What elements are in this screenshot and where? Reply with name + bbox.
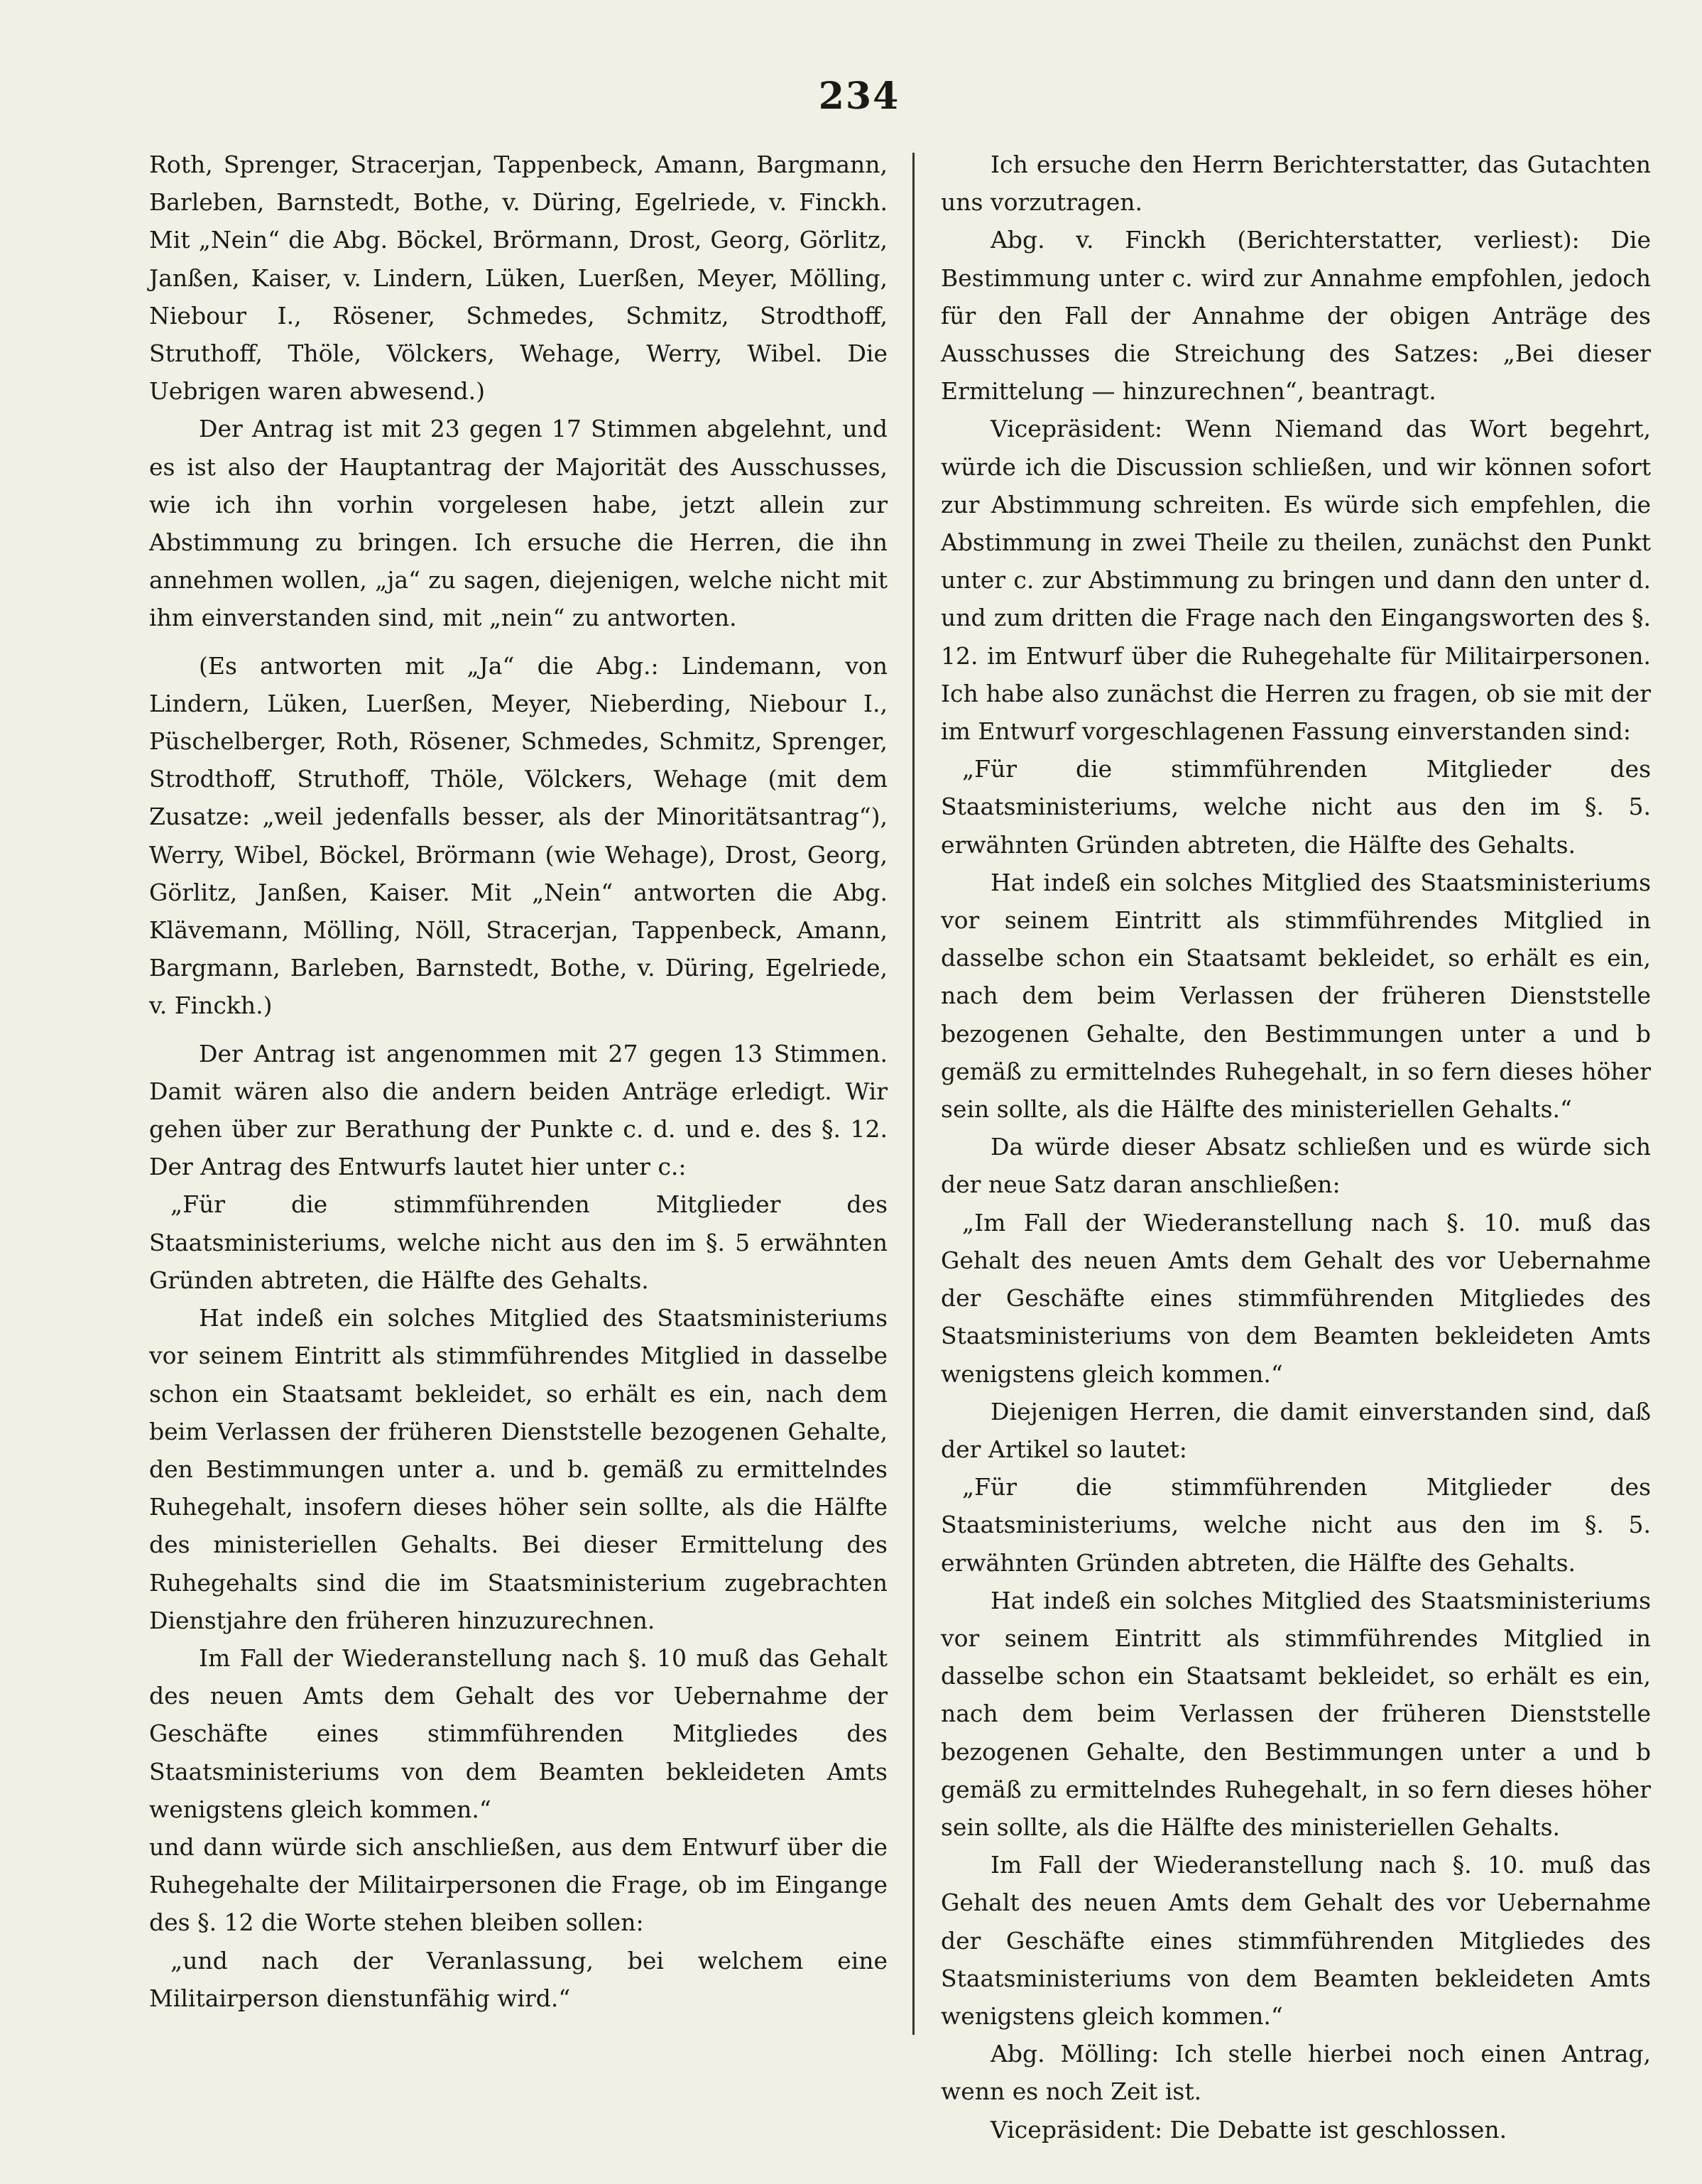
quoted-paragraph: „Im Fall der Wiederanstellung nach §. 10. muß das Gehalt des neuen Amts dem Gehalt des vor Uebernahme der Geschäfte eines stimmführenden Mitgliedes des Staatsministeriums von dem Beamten bekleideten Amts wenigstens gleich kommen.“ — [941, 1208, 1651, 1388]
paragraph: und dann würde sich anschließen, aus dem Entwurf über die Ruhegehalte der Militairpersonen die Frage, ob im Eingange des §. 12 die Worte stehen bleiben sollen: — [149, 1832, 888, 1937]
paragraph: Ich ersuche den Herrn Berichterstatter, das Gutachten uns vorzutragen. — [941, 151, 1651, 217]
quoted-paragraph: Im Fall der Wiederanstellung nach §. 10. muß das Gehalt des neuen Amts dem Gehalt des vor Uebernahme der Geschäfte eines stimmführenden Mitgliedes des Staatsministeriums von dem Beamten bekleideten Amts wenigstens gleich kommen.“ — [941, 1851, 1651, 2030]
quoted-paragraph: „Für die stimmführenden Mitglieder des Staatsministeriums, welche nicht aus den im §. 5. erwähnten Gründen abtreten, die Hälfte des Gehalts. — [941, 755, 1651, 859]
quoted-paragraph: Im Fall der Wiederanstellung nach §. 10 muß das Gehalt des neuen Amts dem Gehalt des vor Uebernahme der Geschäfte eines stimmführenden Mitgliedes des Staatsministeriums von dem Beamten bekleideten Amts wenigstens gleich kommen.“ — [149, 1644, 888, 1823]
quoted-paragraph: Hat indeß ein solches Mitglied des Staatsministeriums vor seinem Eintritt als stimmführendes Mitglied in dasselbe schon ein Staatsamt bekleidet, so erhält es ein, nach dem beim Verlassen der früheren Dienststelle bezogenen Gehalte, den Bestimmungen unter a und b gemäß zu ermittelndes Ruhegehalt, in so fern dieses höher sein sollte, als die Hälfte des ministeriellen Gehalts. — [941, 1586, 1651, 1841]
paragraph: Abg. Mölling: Ich stelle hierbei noch einen Antrag, wenn es noch Zeit ist. — [941, 2040, 1651, 2106]
paragraph: Vicepräsident: Wenn Niemand das Wort begehrt, würde ich die Discussion schließen, und wir können sofort zur Abstimmung schreiten. Es würde sich empfehlen, die Abstimmung in zwei Theile zu theilen, zunächst den Punkt unter c. zur Abstimmung zu bringen und dann den unter d. und zum dritten die Frage nach den Eingangsworten des §. 12. im Entwurf über die Ruhegehalte für Militairpersonen. Ich habe also zunächst die Herren zu fragen, ob sie mit der im Entwurf vorgeschlagenen Fassung einverstanden sind: — [941, 415, 1651, 746]
column-divider — [912, 153, 915, 2035]
quoted-paragraph: „und nach der Veranlassung, bei welchem eine Militairperson dienstunfähig wird.“ — [149, 1946, 888, 2012]
left-column — [149, 146, 888, 2017]
paragraph: (Es antworten mit „Ja“ die Abg.: Lindemann, von Lindern, Lüken, Luerßen, Meyer, Nieberding, Niebour I., Püschelberger, Roth, Rösener, Schmedes, Schmitz, Sprenger, Strodthoff, Struthoff, Thöle, Völckers, Wehage (mit dem Zusatze: „weil jedenfalls besser, als der Minoritätsantrag“), Werry, Wibel, Böckel, Brörmann (wie Wehage), Drost, Georg, Görlitz, Janßen, Kaiser. Mit „Nein“ antworten die Abg. Klävemann, Mölling, Nöll, Stracerjan, Tappenbeck, Amann, Bargmann, Barleben, Barnstedt, Bothe, v. Düring, Egelriede, v. Finckh.) — [149, 651, 888, 1020]
paragraph: Vicepräsident: Die Debatte ist geschlossen. — [991, 2115, 1507, 2144]
paragraph: Abg. v. Finckh (Berichterstatter, verliest): Die Bestimmung unter c. wird zur Annahme empfohlen, jedoch für den Fall der Annahme der obigen Anträge des Ausschusses die Streichung des Satzes: „Bei dieser Ermittelung — hinzurechnen“, beantragt. — [941, 226, 1651, 406]
paragraph: Der Antrag ist mit 23 gegen 17 Stimmen abgelehnt, und es ist also der Hauptantrag der Majorität des Ausschusses, wie ich ihn vorhin vorgelesen habe, jetzt allein zur Abstimmung zu bringen. Ich ersuche die Herren, die ihn annehmen wollen, „ja“ zu sagen, diejenigen, welche nicht mit ihm einverstanden sind, mit „nein“ zu antworten. — [149, 415, 888, 632]
paragraph: Da würde dieser Absatz schließen und es würde sich der neue Satz daran anschließen: — [941, 1133, 1651, 1199]
page-number: 234 — [818, 75, 900, 118]
paragraph: Diejenigen Herren, die damit einverstanden sind, daß der Artikel so lautet: — [941, 1397, 1651, 1463]
quoted-paragraph: Hat indeß ein solches Mitglied des Staatsministeriums vor seinem Eintritt als stimmführendes Mitglied in dasselbe schon ein Staatsamt bekleidet, so erhält es ein, nach dem beim Verlassen der früheren Dienststelle bezogenen Gehalte, den Bestimmungen unter a. und b. gemäß zu ermittelndes Ruhegehalt, insofern dieses höher sein sollte, als die Hälfte des ministeriellen Gehalts. Bei dieser Ermittelung des Ruhegehalts sind die im Staatsministerium zugebrachten Dienstjahre den früheren hinzuzurechnen. — [149, 1304, 888, 1634]
quoted-paragraph: „Für die stimmführenden Mitglieder des Staatsministeriums, welche nicht aus den im §. 5. erwähnten Gründen abtreten, die Hälfte des Gehalts. — [941, 1473, 1651, 1577]
paragraph: Der Antrag ist angenommen mit 27 gegen 13 Stimmen. Damit wären also die andern beiden Anträge erledigt. Wir gehen über zur Berathung der Punkte c. d. und e. des §. 12. Der Antrag des Entwurfs lautet hier unter c.: — [149, 1039, 888, 1181]
right-column — [941, 146, 1651, 2148]
paragraph: Roth, Sprenger, Stracerjan, Tappenbeck, Amann, Bargmann, Barleben, Barnstedt, Bothe, v. Düring, Egelriede, v. Finckh. Mit „Nein“ die Abg. Böckel, Brörmann, Drost, Georg, Görlitz, Janßen, Kaiser, v. Lindern, Lüken, Luerßen, Meyer, Mölling, Niebour I., Rösener, Schmedes, Schmitz, Strodthoff, Struthoff, Thöle, Völckers, Wehage, Werry, Wibel. Die Uebrigen waren abwesend.) — [149, 151, 888, 406]
quoted-paragraph: Hat indeß ein solches Mitglied des Staatsministeriums vor seinem Eintritt als stimmführendes Mitglied in dasselbe schon ein Staatsamt bekleidet, so erhält es ein, nach dem beim Verlassen der früheren Dienststelle bezogenen Gehalte, den Bestimmungen unter a und b gemäß zu ermittelndes Ruhegehalt, in so fern dieses höher sein sollte, als die Hälfte des ministeriellen Gehalts.“ — [941, 868, 1651, 1124]
quoted-paragraph: „Für die stimmführenden Mitglieder des Staatsministeriums, welche nicht aus den im §. 5 erwähnten Gründen abtreten, die Hälfte des Gehalts. — [149, 1190, 888, 1294]
